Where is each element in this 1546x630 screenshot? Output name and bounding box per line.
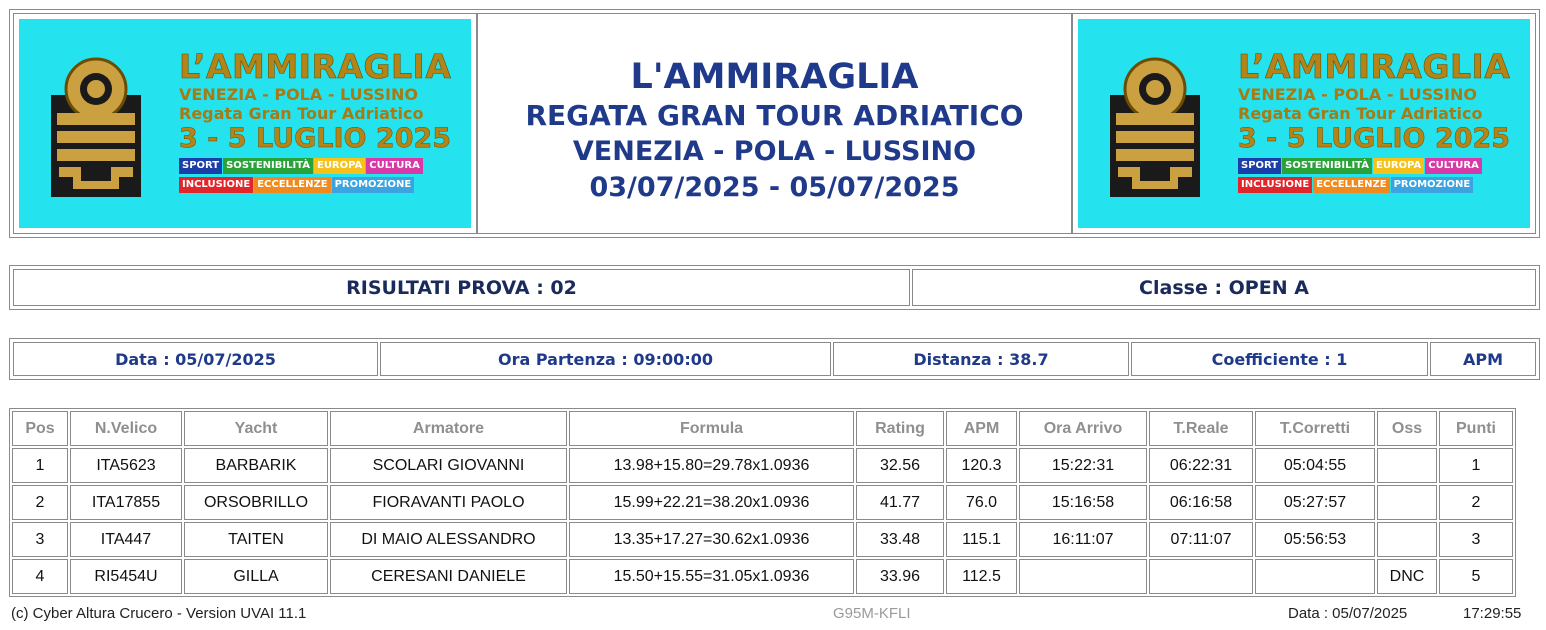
- col-header-pos: Pos: [12, 411, 68, 446]
- cell-yacht: BARBARIK: [184, 448, 328, 483]
- cell-rating: 41.77: [856, 485, 944, 520]
- cell-apm: 76.0: [946, 485, 1017, 520]
- cell-yacht: ORSOBRILLO: [184, 485, 328, 520]
- table-row: [12, 485, 1513, 520]
- event-route: VENEZIA - POLA - LUSSINO: [572, 136, 977, 167]
- cell-rating: 33.48: [856, 522, 944, 557]
- cell-rating: 33.96: [856, 559, 944, 594]
- cell-ora-arrivo: 15:16:58: [1019, 485, 1147, 520]
- logo-right-cell: [1072, 13, 1536, 234]
- classe-label: Classe : OPEN A: [912, 269, 1536, 306]
- logo-subtitle: Regata Gran Tour Adriatico: [179, 104, 424, 123]
- cell-tcorretti: 05:04:55: [1255, 448, 1375, 483]
- cell-nvelico: ITA17855: [70, 485, 182, 520]
- logo-text-left: [179, 49, 469, 193]
- cell-yacht: TAITEN: [184, 522, 328, 557]
- cell-treale: 06:22:31: [1149, 448, 1253, 483]
- cell-treale: 07:11:07: [1149, 522, 1253, 557]
- logo-dates: 3 - 5 LUGLIO 2025: [1238, 123, 1511, 154]
- event-logo-left: [19, 19, 471, 228]
- header-banner: [9, 9, 1540, 238]
- cell-punti: 2: [1439, 485, 1513, 520]
- event-title-block: [477, 13, 1072, 234]
- cell-pos: 4: [12, 559, 68, 594]
- logo-tags-left: [179, 158, 469, 193]
- cell-ora-arrivo: 15:22:31: [1019, 448, 1147, 483]
- tag-eccellenze: ECCELLENZE: [254, 177, 330, 193]
- col-header-ora-arrivo: Ora Arrivo: [1019, 411, 1147, 446]
- footer-time: 17:29:55: [1463, 605, 1522, 622]
- results-table: [9, 408, 1516, 597]
- logo-tags-row1: [1238, 158, 1528, 174]
- race-info-bar: [9, 338, 1540, 380]
- admiral-emblem-icon: [51, 55, 141, 197]
- logo-tags-row1: [179, 158, 469, 174]
- coefficient: Coefficiente : 1: [1131, 342, 1428, 376]
- logo-tags-row2: [1238, 177, 1528, 193]
- col-header-nvelico: N.Velico: [70, 411, 182, 446]
- cell-armatore: SCOLARI GIOVANNI: [330, 448, 567, 483]
- cell-ora-arrivo: 16:11:07: [1019, 522, 1147, 557]
- event-title: L'AMMIRAGLIA: [630, 57, 919, 97]
- cell-punti: 5: [1439, 559, 1513, 594]
- cell-formula: 13.35+17.27=30.62x1.0936: [569, 522, 854, 557]
- table-row: [12, 448, 1513, 483]
- col-header-formula: Formula: [569, 411, 854, 446]
- race-date: Data : 05/07/2025: [13, 342, 378, 376]
- distance: Distanza : 38.7: [833, 342, 1129, 376]
- event-subtitle: REGATA GRAN TOUR ADRIATICO: [525, 99, 1024, 132]
- logo-route: VENEZIA - POLA - LUSSINO: [1238, 85, 1477, 104]
- event-dates: 03/07/2025 - 05/07/2025: [589, 172, 960, 203]
- col-header-yacht: Yacht: [184, 411, 328, 446]
- cell-apm: 120.3: [946, 448, 1017, 483]
- cell-oss: [1377, 522, 1437, 557]
- col-header-punti: Punti: [1439, 411, 1513, 446]
- logo-tags-right: [1238, 158, 1528, 193]
- table-row: [12, 522, 1513, 557]
- col-header-rating: Rating: [856, 411, 944, 446]
- cell-pos: 1: [12, 448, 68, 483]
- cell-pos: 2: [12, 485, 68, 520]
- cell-formula: 15.50+15.55=31.05x1.0936: [569, 559, 854, 594]
- cell-armatore: DI MAIO ALESSANDRO: [330, 522, 567, 557]
- logo-title: L’AMMIRAGLIA: [1238, 47, 1511, 86]
- cell-tcorretti: 05:56:53: [1255, 522, 1375, 557]
- cell-apm: 115.1: [946, 522, 1017, 557]
- tag-cultura: CULTURA: [1425, 158, 1482, 174]
- tag-sport: SPORT: [179, 158, 222, 174]
- logo-title: L’AMMIRAGLIA: [179, 47, 452, 86]
- footer-copyright: (c) Cyber Altura Crucero - Version UVAI 11.1: [11, 605, 307, 622]
- col-header-apm: APM: [946, 411, 1017, 446]
- cell-apm: 112.5: [946, 559, 1017, 594]
- col-header-armatore: Armatore: [330, 411, 567, 446]
- col-header-oss: Oss: [1377, 411, 1437, 446]
- col-header-tcorretti: T.Corretti: [1255, 411, 1375, 446]
- footer-code: G95M-KFLI: [833, 605, 911, 622]
- cell-ora-arrivo: [1019, 559, 1147, 594]
- cell-nvelico: ITA5623: [70, 448, 182, 483]
- logo-left-cell: [13, 13, 477, 234]
- cell-oss: [1377, 485, 1437, 520]
- cell-punti: 3: [1439, 522, 1513, 557]
- cell-formula: 13.98+15.80=29.78x1.0936: [569, 448, 854, 483]
- col-header-treale: T.Reale: [1149, 411, 1253, 446]
- cell-pos: 3: [12, 522, 68, 557]
- tag-sostenibilita: SOSTENIBILITÀ: [223, 158, 313, 174]
- cell-tcorretti: [1255, 559, 1375, 594]
- table-row: [12, 559, 1513, 594]
- tag-inclusione: INCLUSIONE: [1238, 177, 1312, 193]
- prova-label: RISULTATI PROVA : 02: [13, 269, 910, 306]
- cell-punti: 1: [1439, 448, 1513, 483]
- cell-nvelico: ITA447: [70, 522, 182, 557]
- logo-tags-row2: [179, 177, 469, 193]
- cell-rating: 32.56: [856, 448, 944, 483]
- cell-yacht: GILLA: [184, 559, 328, 594]
- table-header-row: [12, 411, 1513, 446]
- tag-europa: EUROPA: [1373, 158, 1424, 174]
- cell-treale: [1149, 559, 1253, 594]
- tag-sport: SPORT: [1238, 158, 1281, 174]
- logo-route: VENEZIA - POLA - LUSSINO: [179, 85, 418, 104]
- tag-inclusione: INCLUSIONE: [179, 177, 253, 193]
- cell-formula: 15.99+22.21=38.20x1.0936: [569, 485, 854, 520]
- apm-label: APM: [1430, 342, 1536, 376]
- tag-promozione: PROMOZIONE: [332, 177, 415, 193]
- cell-armatore: FIORAVANTI PAOLO: [330, 485, 567, 520]
- logo-text-right: [1238, 49, 1528, 193]
- cell-treale: 06:16:58: [1149, 485, 1253, 520]
- start-time: Ora Partenza : 09:00:00: [380, 342, 831, 376]
- footer-date: Data : 05/07/2025: [1288, 605, 1408, 622]
- cell-armatore: CERESANI DANIELE: [330, 559, 567, 594]
- event-logo-right: [1078, 19, 1530, 228]
- admiral-emblem-icon: [1110, 55, 1200, 197]
- cell-oss: DNC: [1377, 559, 1437, 594]
- logo-subtitle: Regata Gran Tour Adriatico: [1238, 104, 1483, 123]
- tag-eccellenze: ECCELLENZE: [1313, 177, 1389, 193]
- result-bar: [9, 265, 1540, 310]
- tag-sostenibilita: SOSTENIBILITÀ: [1282, 158, 1372, 174]
- tag-cultura: CULTURA: [366, 158, 423, 174]
- logo-dates: 3 - 5 LUGLIO 2025: [179, 123, 452, 154]
- cell-oss: [1377, 448, 1437, 483]
- tag-europa: EUROPA: [314, 158, 365, 174]
- cell-nvelico: RI5454U: [70, 559, 182, 594]
- tag-promozione: PROMOZIONE: [1391, 177, 1474, 193]
- cell-tcorretti: 05:27:57: [1255, 485, 1375, 520]
